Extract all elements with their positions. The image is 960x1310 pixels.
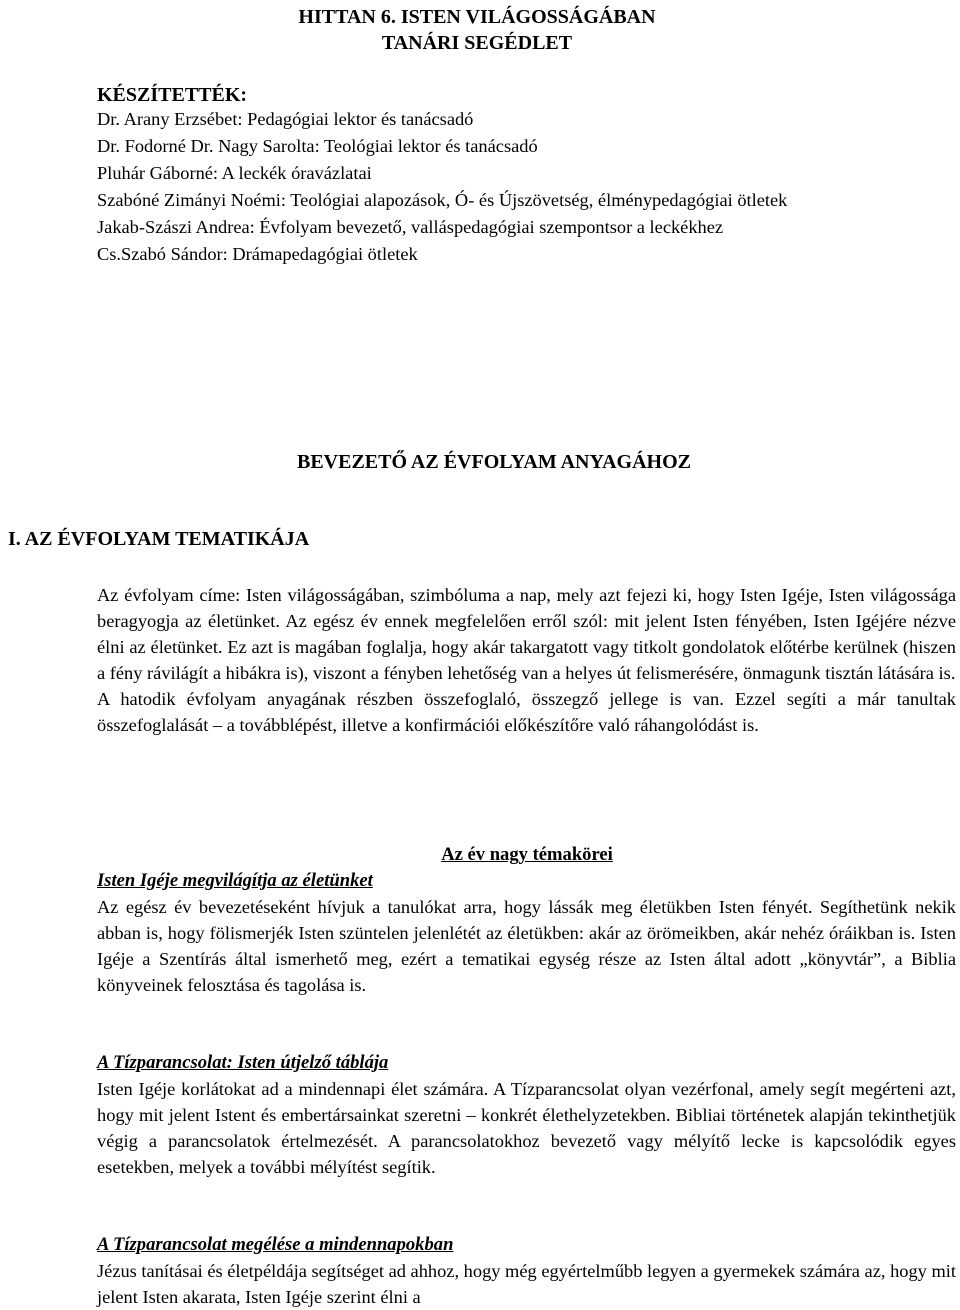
authors-heading: KÉSZÍTETTÉK: [97,84,248,106]
section-heading: I. AZ ÉVFOLYAM TEMATIKÁJA [8,528,310,550]
author-line: Cs.Szabó Sándor: Drámapedagógiai ötletek [97,244,418,264]
author-line: Dr. Fodorné Dr. Nagy Sarolta: Teológiai lektor és tanácsadó [97,136,538,156]
topic-title: A Tízparancsolat: Isten útjelző táblája [97,1052,389,1073]
authors-list [97,106,957,268]
topics-heading: Az év nagy témakörei [441,844,613,865]
topic-title: A Tízparancsolat megélése a mindennapokban [97,1234,454,1255]
intro-heading: BEVEZETŐ AZ ÉVFOLYAM ANYAGÁHOZ [297,451,691,473]
paragraph: Isten Igéje korlátokat ad a mindennapi élet számára. A Tízparancsolat olyan vezérfonal, amely segít megérteni azt, hogy mit jelent Istent és embertársainkat szeretni – konkrét élethelyzetekben. Bibliai történetek alapján tekinthetjük végig a parancsolatok értelmezését. A parancsolatokhoz bevezető vagy mélyítő lecke is kapcsolódik egyes esetekben, melyek a további mélyítést segítik. [97,1079,956,1177]
topic-body [97,1076,956,1180]
document-subtitle: TANÁRI SEGÉDLET [381,32,573,54]
paragraph: Az egész év bevezetéseként hívjuk a tanulókat arra, hogy lássák meg életükben Isten fényét. Segíthetünk nekik abban is, hogy fölismerjék Isten szüntelen jelenlétét az életükben: akár az örömeikben, akár nehéz óráikban is. Isten Igéje a Szentírás által ismerhető meg, ezért a tematikai egység része az Isten által adott „könyvtár”, a Biblia könyveinek felosztása és tagolása is. [97,897,956,995]
document-title: HITTAN 6. ISTEN VILÁGOSSÁGÁBAN [298,6,656,28]
author-line: Szabóné Zimányi Noémi: Teológiai alapozások, Ó- és Újszövetség, élménypedagógiai ötletek [97,190,788,210]
author-line: Jakab-Szászi Andrea: Évfolyam bevezető, valláspedagógiai szempontsor a leckékhez [97,217,724,237]
author-line: Pluhár Gáborné: A leckék óravázlatai [97,163,372,183]
section-body [97,582,956,738]
paragraph: Jézus tanításai és életpéldája segítséget ad ahhoz, hogy még egyértelműbb legyen a gyermekek számára az, hogy mit jelent Isten akarata, Isten Igéje szerint élni a [97,1261,956,1307]
author-line: Dr. Arany Erzsébet: Pedagógiai lektor és tanácsadó [97,109,474,129]
topic-title: Isten Igéje megvilágítja az életünket [97,870,373,891]
topic-body [97,894,956,998]
topic-body [97,1258,956,1310]
paragraph: Az évfolyam címe: Isten világosságában, szimbóluma a nap, mely azt fejezi ki, hogy Isten Igéje, Isten világossága beragyogja az életünket. Az egész év ennek megfelelően erről szól: mit jelent Isten fényében, Isten Igéjére nézve élni az életünket. Ez azt is magában foglalja, hogy akár takargatott vagy titkolt gondolatok előtérbe kerülnek (hiszen a fény rávilágít a hibákra is), viszont a fényben lehetőség van a helyes út felismerésére, önmagunk tisztán látására is. [97,585,956,683]
paragraph: A hatodik évfolyam anyagának részben összefoglaló, összegző jellege is van. Ezzel segíti a már tanultak összefoglalását – a továbblépést, illetve a konfirmációi előkészítőre való ráhangolódást is. [97,689,956,735]
